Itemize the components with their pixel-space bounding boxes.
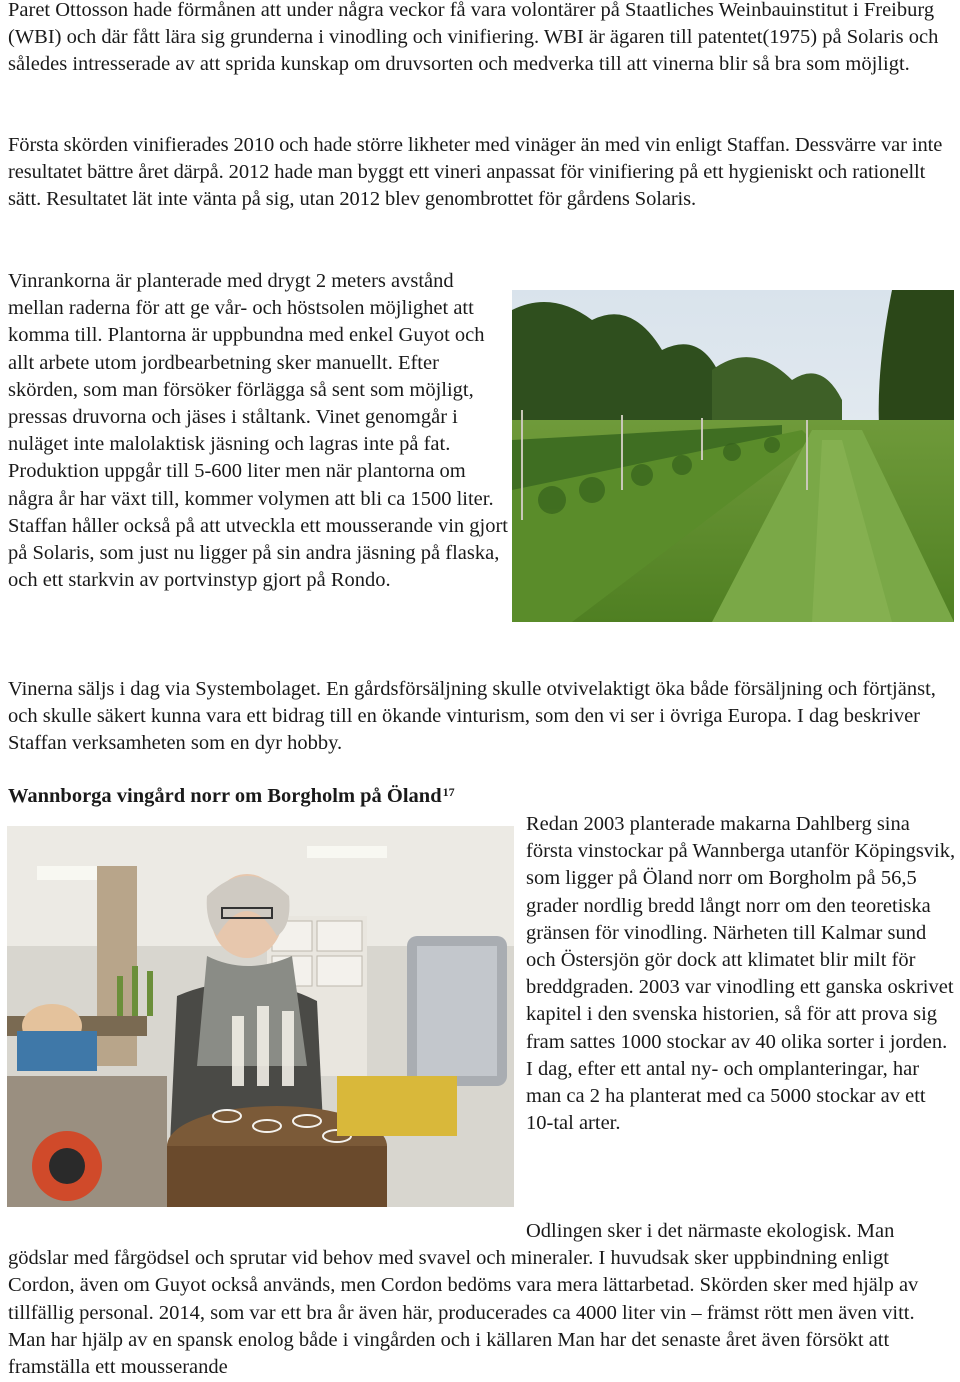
vine-rows-paragraph: Vinrankorna är planterade med drygt 2 meters avstånd mellan raderna för att ge vår- och höstsolen möjlighet att komma till. Plantorna är uppbundna med enkel Guyot och allt arbete utom jordbearbetning sker manuellt. Efter skörden, som man försöker förlägga så sent som möjligt, pressas druvorna och jäses i ståltank. Vinet genomgår i nuläget inte malolaktisk jäsning och lagras inte på fat. Produktion uppgår till 5-600 liter men när plantorna om några år har växt till, kommer volymen att bli ca 1500 liter. Staffan håller också på att utveckla ett mousserande vin gjort på Solaris, som just nu ligger på sin andra jäsning på flaska, och ett starkvin av portvinstyp gjort på Rondo.: [8, 270, 508, 592]
vineyard-photo: [512, 290, 954, 622]
footnote-marker: 17: [442, 785, 455, 799]
intro-paragraph: Paret Ottosson hade förmånen att under några veckor få vara volontärer på Staatliches Weinbauinstitut i Freiburg (WBI) och där fått lära sig grunderna i vinodling och vinifiering. WBI är ägaren till patentet(1975) på Solaris och således intresserade av att sprida kunskap om druvsorten och medverka till att vinerna blir så bra som möjligt.: [8, 0, 939, 76]
wannborga-history-paragraph: Redan 2003 planterade makarna Dahlberg sina första vinstockar på Wannberga utanför Köpingsvik, som ligger på Öland norr om Borgholm på 56,5 grader nordlig bredd långt norr om den teoretiska gränsen för vinodling. Närheten till Kalmar sund och Östersjön gör dock att klimatet blir milt för breddgraden. 2003 var vinodling ett ganska oskrivet kapitel i den svenska historien, så för att prova sig fram sattes 1000 stockar av 40 olika sorter i jorden. I dag, efter ett antal ny- och omplanteringar, har man ca 2 ha planterat med ca 5000 stockar av ett 10-tal arter.: [526, 813, 956, 1135]
section-heading-text: Wannborga vingård norr om Borgholm på Öland: [8, 785, 442, 807]
section-heading: [8, 783, 455, 810]
winery-photo: [7, 826, 514, 1207]
cultivation-paragraph: Odlingen sker i det närmaste ekologisk. Man gödslar med fårgödsel och sprutar vid behov med svavel och mineraler. I huvudsak sker uppbindning enligt Cordon, även om Guyot också används, men Cordon bedöms vara mera lättarbetad. Skörden sker med hjälp av tillfällig personal. 2014, som var ett bra år även här, producerades ca 4000 liter vin – främst rött men även vitt. Man har hjälp av en spansk enolog både i vingården och i källaren Man har det senaste året även försökt att framställa ett mousserande: [8, 1220, 919, 1379]
sales-paragraph: Vinerna säljs i dag via Systembolaget. En gårdsförsäljning skulle otvivelaktigt öka både försäljning och förtjänst, och skulle säkert kunna vara ett bidrag till en ökande vinturism, som den vi ser i övriga Europa. I dag beskriver Staffan verksamheten som en dyr hobby.: [8, 678, 936, 755]
first-harvest-paragraph: Första skörden vinifierades 2010 och hade större likheter med vinäger än med vin enligt Staffan. Dessvärre var inte resultatet bättre året därpå. 2012 hade man byggt ett vineri anpassat för vinifiering på ett hygieniskt och rationellt sätt. Resultatet lät inte vänta på sig, utan 2012 blev genombrottet för gårdens Solaris.: [8, 134, 943, 211]
